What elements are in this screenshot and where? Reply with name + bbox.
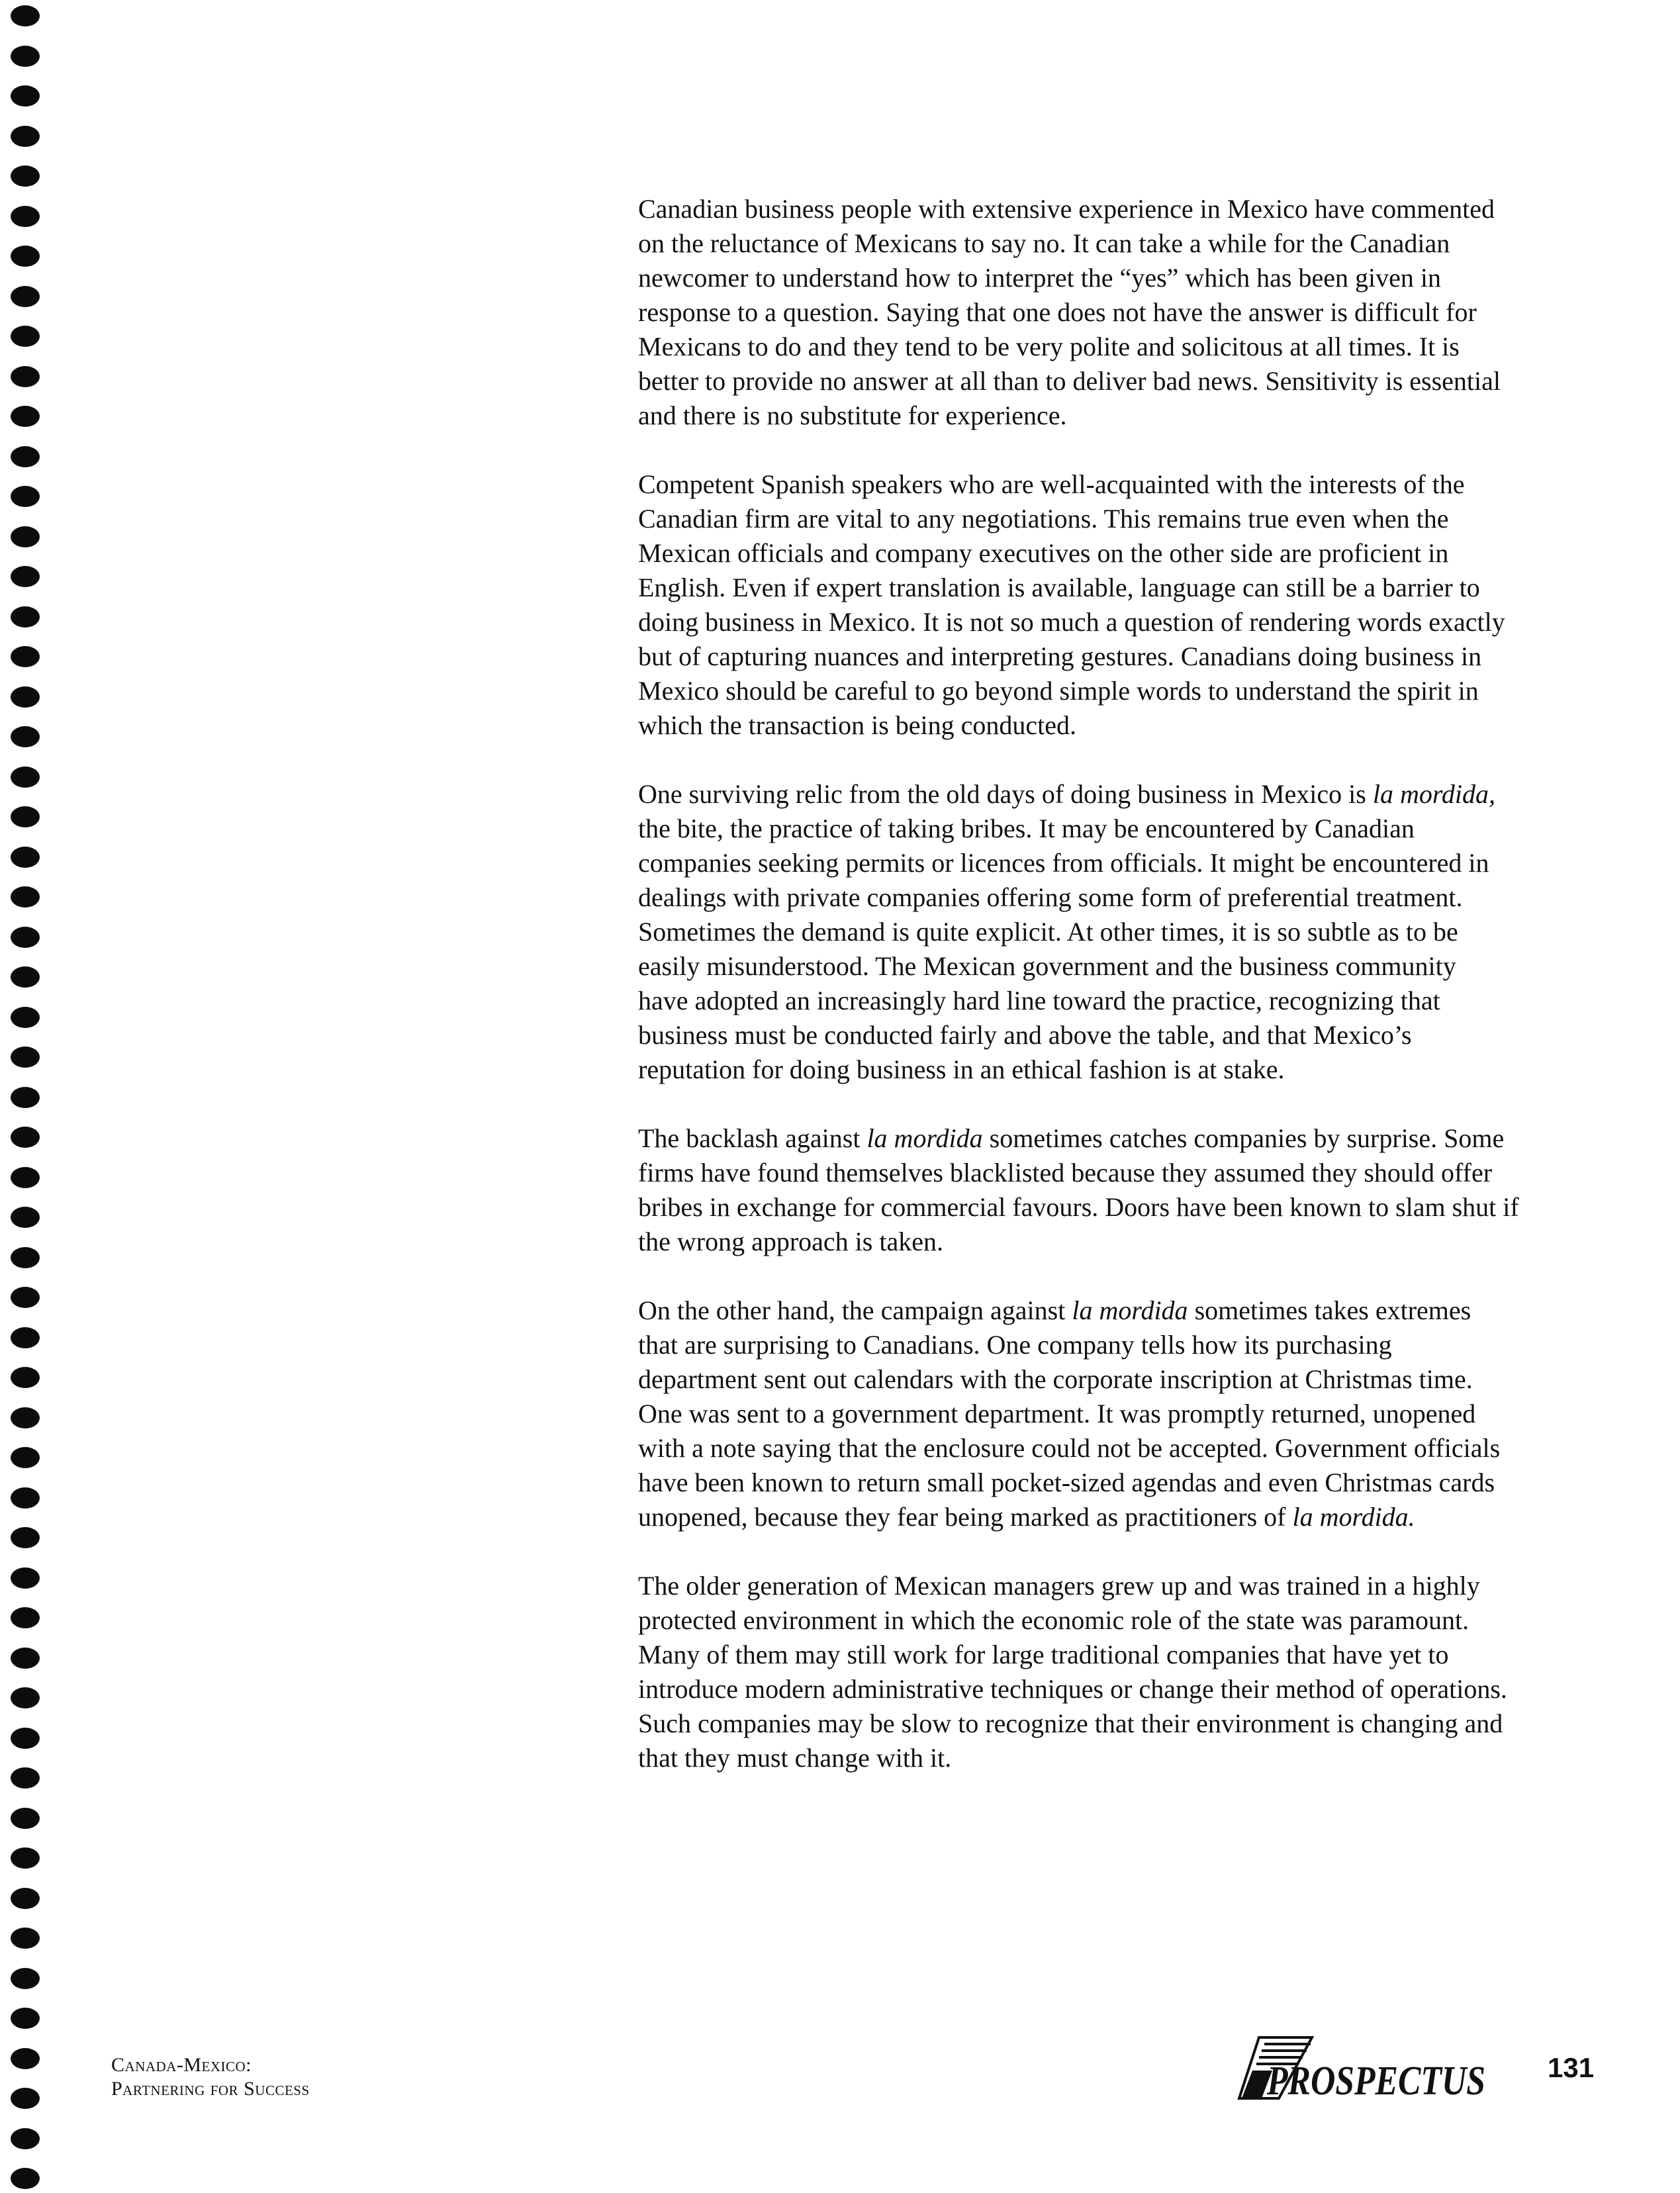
text-run: One surviving relic from the old days of doing business in Mexico is [638, 779, 1373, 809]
binding-hole [11, 1407, 40, 1428]
text-line [638, 1156, 1618, 1190]
page-number: 131 [1548, 2052, 1595, 2083]
binding-hole [11, 1487, 40, 1509]
text-line [638, 1569, 1618, 1603]
binding-hole [11, 1968, 40, 1989]
body-text [638, 192, 1618, 1810]
text-line [638, 226, 1618, 261]
text-run: English. Even if expert translation is available, language can still be a barrier to [638, 573, 1480, 602]
text-line [638, 502, 1618, 536]
binding-hole [11, 1767, 40, 1789]
text-line [638, 984, 1618, 1018]
paragraph [638, 192, 1618, 433]
text-run: The older generation of Mexican managers grew up and was trained in a highly [638, 1571, 1480, 1601]
text-run: which the transaction is being conducted. [638, 710, 1077, 740]
binding-hole [11, 126, 40, 147]
text-line [638, 1018, 1618, 1052]
text-run: reputation for doing business in an ethical fashion is at stake. [638, 1054, 1285, 1084]
text-line [638, 1603, 1618, 1638]
text-run: dealings with private companies offering some form of preferential treatment. [638, 882, 1463, 912]
text-line [638, 398, 1618, 433]
binding-hole [11, 847, 40, 868]
binding-hole [11, 1447, 40, 1468]
italic-term: la mordida, [1372, 779, 1496, 809]
text-run: Canadian firm are vital to any negotiations. This remains true even when the [638, 504, 1449, 534]
text-line [638, 846, 1618, 880]
binding-hole [11, 886, 40, 908]
text-line [638, 639, 1618, 674]
binding-hole [11, 486, 40, 507]
binding-hole [11, 286, 40, 307]
binding-hole [11, 1527, 40, 1548]
text-line [638, 605, 1618, 639]
text-run: but of capturing nuances and interpreting gestures. Canadians doing business in [638, 641, 1482, 671]
binding-hole [11, 5, 40, 26]
text-run: and there is no substitute for experience. [638, 400, 1067, 430]
text-line [638, 1293, 1618, 1328]
binding-hole [11, 406, 40, 427]
text-run: sometimes catches companies by surprise. Some [982, 1123, 1505, 1153]
text-run: business must be conducted fairly and above the table, and that Mexico’s [638, 1020, 1412, 1050]
binding-hole [11, 1928, 40, 1949]
spiral-binding [9, 0, 46, 2193]
binding-hole [11, 1047, 40, 1068]
text-line [638, 1500, 1618, 1534]
text-run: doing business in Mexico. It is not so much a question of rendering words exactly [638, 607, 1505, 637]
binding-hole [11, 1567, 40, 1589]
text-run: unopened, because they fear being marked as practitioners of [638, 1502, 1293, 1532]
text-line [638, 777, 1618, 812]
binding-hole [11, 606, 40, 628]
text-run: Mexicans to do and they tend to be very polite and solicitous at all times. It is [638, 332, 1460, 361]
binding-hole [11, 1728, 40, 1749]
footer-title-line-1: Canada-Mexico: [111, 2054, 252, 2076]
text-line [638, 536, 1618, 571]
text-line [638, 1190, 1618, 1225]
binding-hole [11, 1207, 40, 1228]
text-run: department sent out calendars with the corporate inscription at Christmas time. [638, 1364, 1473, 1394]
binding-hole [11, 566, 40, 587]
text-line [638, 1466, 1618, 1500]
binding-hole [11, 1327, 40, 1348]
italic-term: la mordida [1072, 1295, 1188, 1325]
paragraph [638, 1293, 1618, 1534]
text-line [638, 1225, 1618, 1259]
binding-hole [11, 1607, 40, 1628]
binding-hole [11, 1087, 40, 1108]
text-line [638, 261, 1618, 295]
binding-hole [11, 966, 40, 988]
text-run: firms have found themselves blacklisted because they assumed they should offer [638, 1158, 1493, 1188]
text-run: Canadian business people with extensive experience in Mexico have commented [638, 194, 1495, 224]
paragraph [638, 777, 1618, 1087]
text-line [638, 1121, 1618, 1156]
binding-hole [11, 2048, 40, 2069]
binding-hole [11, 1127, 40, 1148]
binding-hole [11, 927, 40, 948]
binding-hole [11, 1367, 40, 1388]
text-line [638, 330, 1618, 364]
text-line [638, 571, 1618, 605]
paragraph [638, 1569, 1618, 1775]
binding-hole [11, 46, 40, 67]
text-run: Competent Spanish speakers who are well-acquainted with the interests of the [638, 469, 1465, 499]
text-run: The backlash against [638, 1123, 867, 1153]
binding-hole [11, 2128, 40, 2149]
binding-hole [11, 767, 40, 788]
binding-hole [11, 446, 40, 467]
footer-publication-title [111, 2053, 310, 2101]
binding-hole [11, 806, 40, 827]
text-run: that they must change with it. [638, 1743, 952, 1773]
text-line [638, 364, 1618, 398]
text-run: on the reluctance of Mexicans to say no. It can take a while for the Canadian [638, 228, 1450, 258]
text-run: protected environment in which the economic role of the state was paramount. [638, 1605, 1470, 1635]
text-line [638, 192, 1618, 226]
text-run: better to provide no answer at all than to deliver bad news. Sensitivity is essential [638, 366, 1501, 396]
text-line [638, 880, 1618, 915]
text-run: with a note saying that the enclosure could not be accepted. Government officials [638, 1433, 1501, 1463]
text-line [638, 1741, 1618, 1775]
binding-hole [11, 1648, 40, 1669]
binding-hole [11, 1847, 40, 1869]
binding-hole [11, 526, 40, 547]
text-line [638, 1431, 1618, 1466]
italic-term: la mordida. [1292, 1502, 1415, 1532]
text-run: bribes in exchange for commercial favours. Doors have been known to slam shut if [638, 1192, 1519, 1222]
text-run: Sometimes the demand is quite explicit. At other times, it is so subtle as to be [638, 917, 1458, 947]
paragraph [638, 467, 1618, 743]
text-run: sometimes takes extremes [1188, 1295, 1471, 1325]
binding-hole [11, 686, 40, 708]
binding-hole [11, 1687, 40, 1708]
text-run: newcomer to understand how to interpret the “yes” which has been given in [638, 263, 1441, 293]
logo-text: PROSPECTUS [1266, 2059, 1485, 2104]
text-line [638, 812, 1618, 846]
binding-hole [11, 246, 40, 267]
text-line [638, 1672, 1618, 1706]
italic-term: la mordida [866, 1123, 983, 1153]
text-line [638, 1328, 1618, 1362]
binding-hole [11, 165, 40, 187]
text-run: On the other hand, the campaign against [638, 1295, 1072, 1325]
text-run: Mexican officials and company executives on the other side are proficient in [638, 538, 1449, 568]
text-run: Such companies may be slow to recognize that their environment is changing and [638, 1708, 1503, 1738]
text-run: that are surprising to Canadians. One company tells how its purchasing [638, 1330, 1392, 1360]
text-run: have been known to return small pocket-sized agendas and even Christmas cards [638, 1468, 1495, 1497]
binding-hole [11, 726, 40, 747]
binding-hole [11, 85, 40, 107]
binding-hole [11, 2168, 40, 2189]
binding-hole [11, 2088, 40, 2109]
binding-hole [11, 646, 40, 667]
text-line [638, 1052, 1618, 1087]
footer-title-line-2: Partnering for Success [111, 2078, 310, 2100]
binding-hole [11, 1167, 40, 1188]
binding-hole [11, 1007, 40, 1028]
binding-hole [11, 1808, 40, 1829]
text-run: response to a question. Saying that one does not have the answer is difficult for [638, 297, 1477, 327]
paragraph [638, 1121, 1618, 1259]
text-line [638, 1397, 1618, 1431]
text-line [638, 467, 1618, 502]
binding-hole [11, 1888, 40, 1909]
text-line [638, 949, 1618, 984]
text-run: Mexico should be careful to go beyond simple words to understand the spirit in [638, 676, 1479, 706]
prospectus-logo [1233, 2032, 1511, 2105]
binding-hole [11, 1287, 40, 1308]
text-run: companies seeking permits or licences from officials. It might be encountered in [638, 848, 1489, 878]
text-run: introduce modern administrative techniques or change their method of operations. [638, 1674, 1507, 1704]
binding-hole [11, 366, 40, 387]
binding-hole [11, 206, 40, 227]
text-line [638, 1638, 1618, 1672]
text-run: have adopted an increasingly hard line toward the practice, recognizing that [638, 986, 1440, 1015]
text-run: Many of them may still work for large traditional companies that have yet to [638, 1640, 1449, 1669]
text-line [638, 674, 1618, 708]
binding-hole [11, 326, 40, 347]
text-run: easily misunderstood. The Mexican government and the business community [638, 951, 1456, 981]
text-line [638, 295, 1618, 330]
text-run: the wrong approach is taken. [638, 1227, 943, 1256]
text-line [638, 708, 1618, 743]
text-run: One was sent to a government department. It was promptly returned, unopened [638, 1399, 1476, 1428]
text-line [638, 915, 1618, 949]
binding-hole [11, 2008, 40, 2029]
binding-hole [11, 1247, 40, 1268]
text-run: the bite, the practice of taking bribes. It may be encountered by Canadian [638, 814, 1415, 843]
text-line [638, 1362, 1618, 1397]
text-line [638, 1706, 1618, 1741]
